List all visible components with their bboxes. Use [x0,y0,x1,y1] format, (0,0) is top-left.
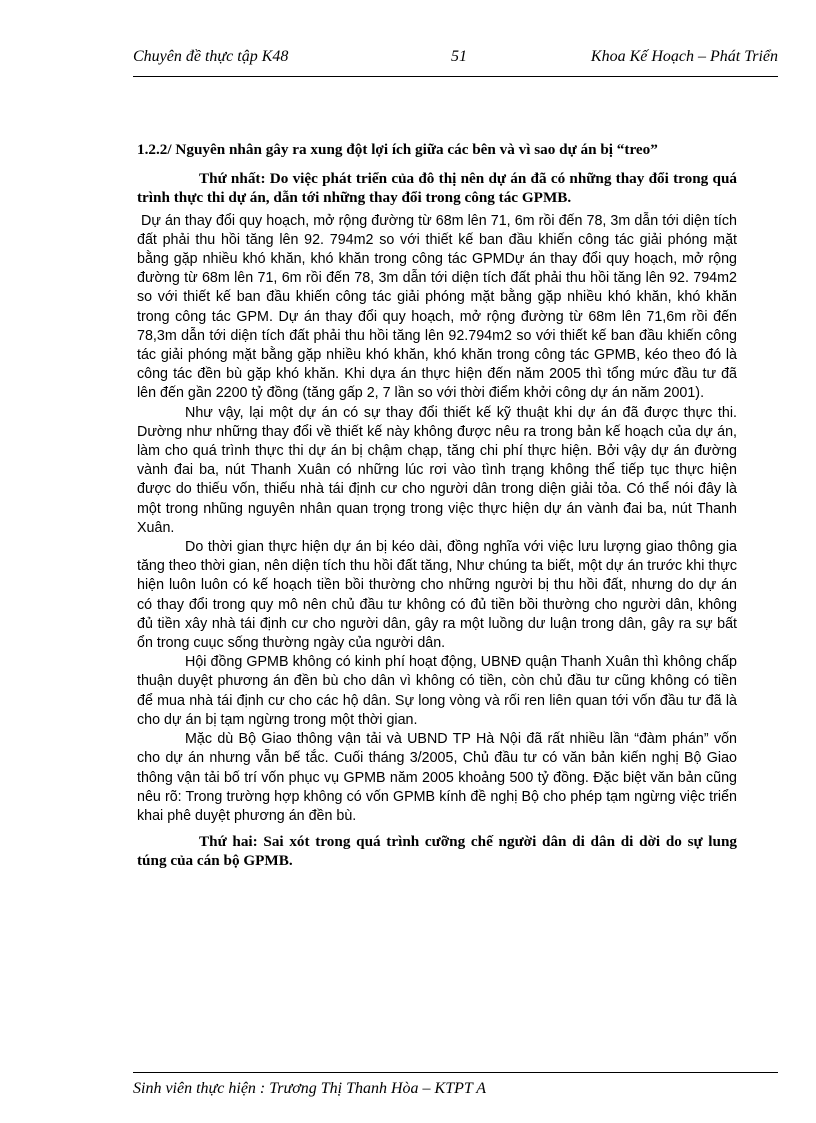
header-course-title: Chuyên đề thực tập K48 [133,48,289,65]
page-number: 51 [451,48,467,65]
page-header [133,46,778,72]
document-body [137,140,737,875]
point-two-heading: Thứ hai: Sai xót trong quá trình cưỡng chế người dân di dân di dời do sự lung túng của cán bộ GPMB. [137,833,737,870]
header-department: Khoa Kế Hoạch – Phát Triển [590,48,778,65]
point-one-heading: Thứ nhất: Do việc phát triển của đô thị nên dự án đã có những thay đổi trong quá trình thực thi dự án, dẫn tới những thay đổi trong công tác GPMB. [137,170,737,207]
body-paragraph: Hội đồng GPMB không có kinh phí hoạt động, UBNĐ quận Thanh Xuân thì không chấp thuận duyệt phương án đền bù cho dân vì không có tiền, còn chủ đầu tư cũng không có tiền để mua nhà tái định cư cho các hộ dân. Sự long vòng và rối ren liên quan tới vốn đầu tư đã là cho dự án bị tạm ngừng trong một thời gian. [137,654,737,728]
footer-divider [133,1072,778,1073]
body-paragraph: Dự án thay đổi quy hoạch, mở rộng đường từ 68m lên 71, 6m rồi đến 78, 3m dẫn tới diện tích đất phải thu hồi tăng lên 92. 794m2 so với thiết kế ban đầu khiến công tác giải phóng mặt bằng gặp nhiều khó khăn, khó khăn trong công tác GPMDự án thay đổi quy hoạch, mở rộng đường từ 68m lên 71, 6m rồi đến 78, 3m dẫn tới diện tích đất phải thu hồi tăng lên 92. 794m2 so với thiết kế ban đầu khiến công tác giải phóng mặt bằng gặp nhiều khó khăn, khó khăn trong công tác GPM. Dự án thay đổi quy hoạch, mở rộng đường từ 68m lên 71,6m rồi đến 78,3m dẫn tới diện tích đất phải thu hồi tăng lên 92.794m2 so với thiết kế ban đầu khiến công tác giải phóng mặt bằng gặp nhiều khó khăn, khó khăn trong công tác GPMB, kéo theo đó là công tác đền bù gặp khó khăn. Khi dựa án thực hiện đến năm 2005 thì tổng mức đầu tư đã lên đến gần 2200 tỷ đồng (tăng gấp 2, 7 lần so với thời điểm khởi công dự án năm 2001). [137,212,737,402]
body-paragraph: Như vậy, lại một dự án có sự thay đổi thiết kế kỹ thuật khi dự án đã được thực thi. Dường như những thay đổi về thiết kế này không được nêu ra trong bản kế hoạch của dự án, làm cho quá trình thực thi dự án bị chậm chạp, tăng chi phí thực hiện. Bởi vậy dự án đường vành đai ba, nút Thanh Xuân có những lúc rơi vào tình trạng không thể tiếp tục thực hiện được do thiếu vốn, thiếu nhà tái định cư cho người dân trong diện giải tỏa. Có thể nói đây là một trong nhũng nguyên nhân quan trọng trong việc thực hiện dự án vành đai ba, nút Thanh Xuân. [137,404,737,536]
section-heading: 1.2.2/ Nguyên nhân gây ra xung đột lợi ích giữa các bên và vì sao dự án bị “treo” [137,141,658,158]
body-paragraph: Do thời gian thực hiện dự án bị kéo dài, đồng nghĩa với việc lưu lượng giao thông gia tăng theo thời gian, nên diện tích thu hồi đất tăng, Như chúng ta biết, một dự án trước khi thực hiện luôn luôn có kế hoạch tiền bồi thường cho những người bị thu hồi đất, nhưng do dự án có thay đổi trong quy mô nên chủ đầu tư không có đủ tiền bồi thường cho người dân, không đủ tiền xây nhà tái định cư cho người dân, gây ra một luồng dư luận trong dân, gây ra sự bất ổn trong cuục sống thường ngày của người dân. [137,539,737,652]
body-paragraph: Mặc dù Bộ Giao thông vận tải và UBND TP Hà Nội đã rất nhiều lần “đàm phán” vốn cho dự án nhưng vẫn bế tắc. Cuối tháng 3/2005, Chủ đầu tư có văn bản kiến nghị Bộ Giao thông vận tải bố trí vốn phục vụ GPMB năm 2005 khoảng 500 tỷ đồng. Đặc biệt văn bản cũng nêu rõ: Trong trường hợp không có vốn GPMB kính đề nghị Bộ cho phép tạm ngừng việc triển khai phê duyệt phương án đền bù. [137,731,737,824]
header-divider [133,76,778,77]
page-footer: Sinh viên thực hiện : Trương Thị Thanh Hòa – KTPT A [133,1080,486,1097]
